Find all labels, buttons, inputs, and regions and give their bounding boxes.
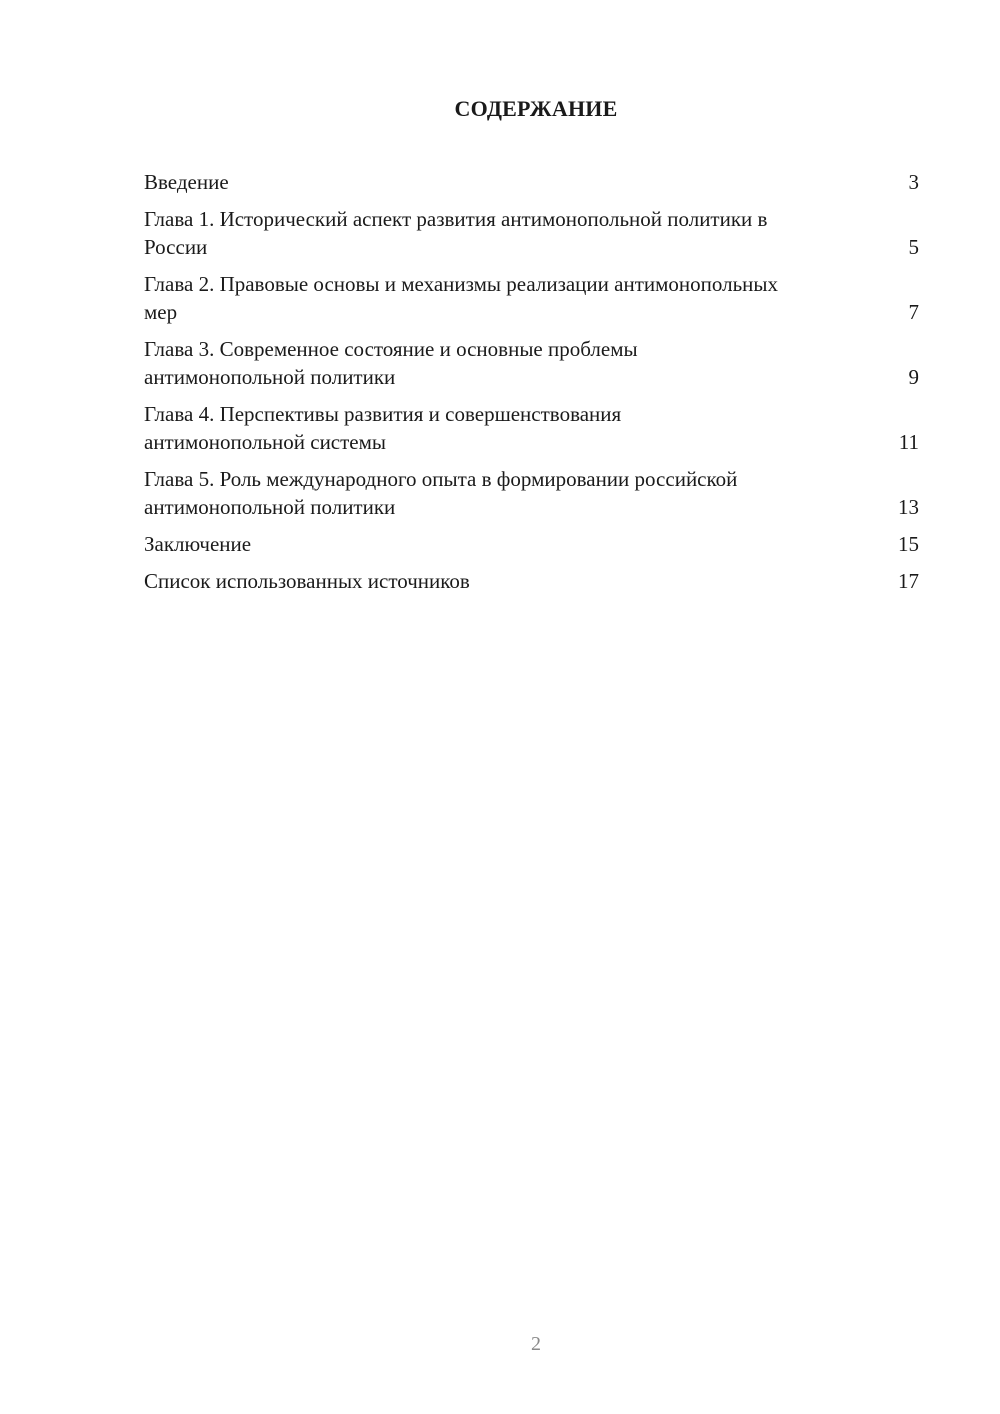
toc-entry-label: Глава 3. Современное состояние и основные проблемы антимонопольной политики [144, 337, 638, 389]
toc-entry-references[interactable] [144, 567, 919, 595]
toc-entry-conclusion[interactable] [144, 530, 919, 558]
toc-title: СОДЕРЖАНИЕ [454, 96, 618, 121]
toc-entry-chapter-2[interactable] [144, 270, 919, 326]
toc-entry-page: 17 [898, 569, 919, 593]
toc-entry-page: 13 [898, 495, 919, 519]
toc-entry-label: Глава 5. Роль международного опыта в формировании российской антимонопольной политики [144, 467, 738, 519]
toc-entry-chapter-4[interactable] [144, 400, 919, 456]
toc-entry-page: 9 [908, 365, 919, 389]
toc-entry-chapter-5[interactable] [144, 465, 919, 521]
toc-entry-label: Заключение [144, 532, 252, 556]
toc-entry-introduction[interactable] [144, 168, 919, 196]
page-number: 2 [531, 1333, 541, 1355]
toc-entry-label: Глава 4. Перспективы развития и совершенствования антимонопольной системы [144, 402, 622, 454]
toc-entry-label: Введение [144, 170, 229, 194]
toc-entry-label: Глава 2. Правовые основы и механизмы реализации антимонопольных мер [144, 272, 779, 324]
toc-entry-page: 7 [908, 300, 919, 324]
table-of-contents [144, 168, 919, 604]
toc-entry-page: 11 [898, 430, 919, 454]
toc-entry-page: 5 [908, 235, 919, 259]
toc-entry-label: Глава 1. Исторический аспект развития антимонопольной политики в России [144, 207, 768, 259]
toc-entry-label: Список использованных источников [144, 569, 470, 593]
toc-entry-chapter-1[interactable] [144, 205, 919, 261]
toc-entry-page: 3 [908, 170, 919, 194]
toc-entry-page: 15 [898, 532, 919, 556]
toc-entry-chapter-3[interactable] [144, 335, 919, 391]
